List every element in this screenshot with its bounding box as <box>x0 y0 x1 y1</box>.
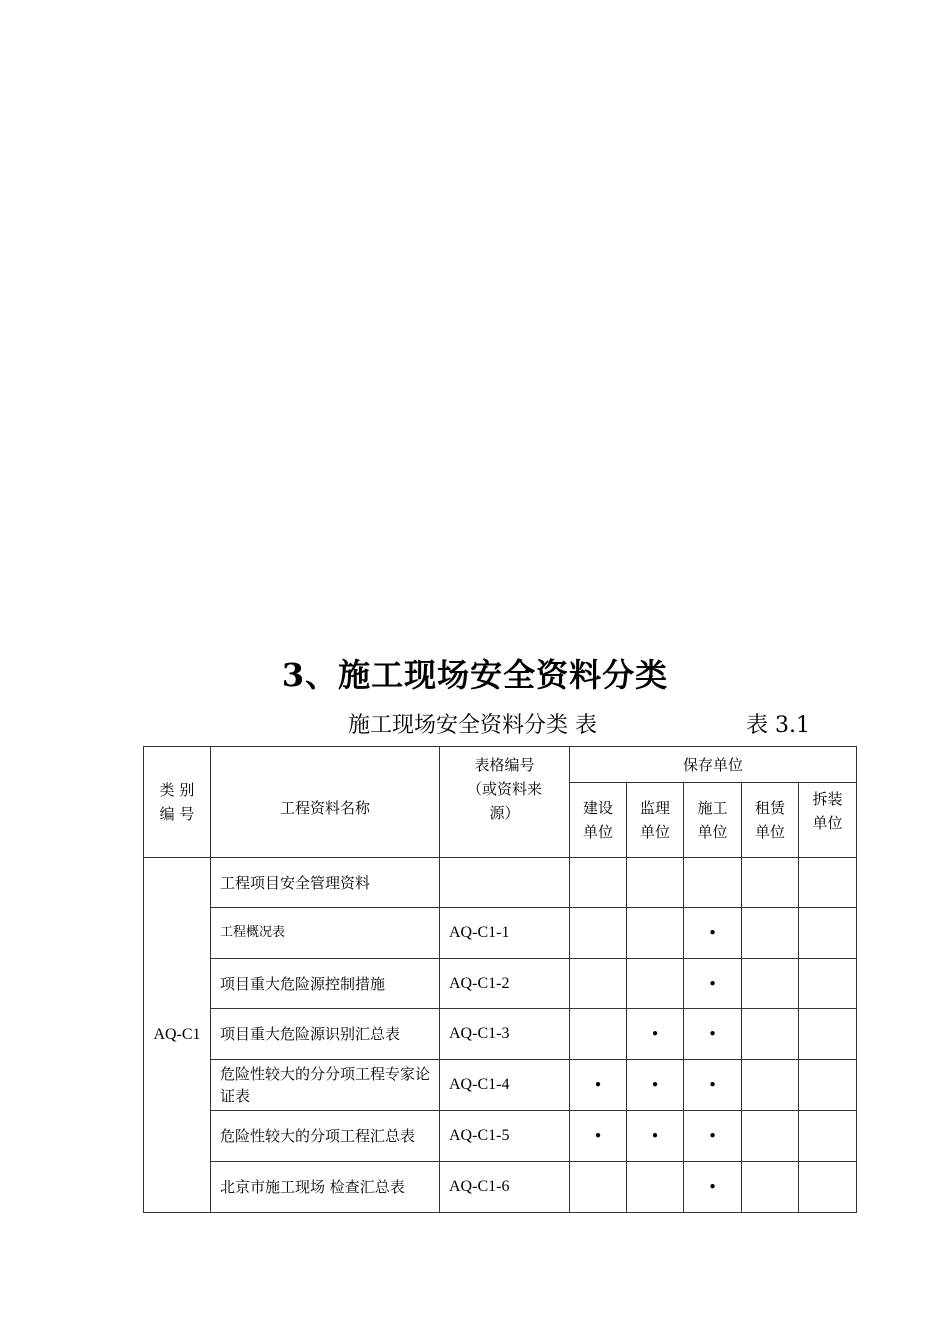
header-custodian-line1: 建设 <box>582 799 613 817</box>
header-custodian-line1: 监理 <box>639 799 670 817</box>
mark-cell <box>627 908 684 959</box>
mark-cell <box>799 858 857 908</box>
item-name: 危险性较大的分分项工程专家论证表 <box>211 1060 440 1111</box>
header-custodian-supervisor <box>627 783 684 858</box>
item-code: AQ-C1-6 <box>440 1162 570 1213</box>
header-form-code-line3: 源） <box>489 804 520 822</box>
mark-cell <box>742 959 799 1009</box>
header-custodian-line2: 单位 <box>697 823 728 841</box>
mark-cell <box>799 1060 857 1111</box>
header-form-code-line1: 表格编号 <box>474 756 535 774</box>
header-custodian-line2: 单位 <box>582 823 613 841</box>
mark-cell: • <box>627 1060 684 1111</box>
safety-document-table <box>143 746 857 1213</box>
header-form-code <box>440 747 570 858</box>
mark-cell <box>684 858 742 908</box>
mark-cell: • <box>570 1111 627 1162</box>
mark-cell <box>799 1162 857 1213</box>
mark-cell <box>799 1009 857 1060</box>
mark-cell: • <box>684 959 742 1009</box>
header-category-code-line1: 类 别 <box>159 781 195 799</box>
item-name: 项目重大危险源识别汇总表 <box>211 1009 440 1060</box>
mark-cell <box>742 1009 799 1060</box>
mark-cell: • <box>684 1162 742 1213</box>
header-custodian-line1: 租赁 <box>754 799 785 817</box>
category-code-cell: AQ-C1 <box>144 858 211 1213</box>
header-custodian-line2: 单位 <box>754 823 785 841</box>
mark-cell <box>799 1111 857 1162</box>
header-custodian-line2: 单位 <box>639 823 670 841</box>
mark-cell <box>570 908 627 959</box>
table-row <box>144 1111 857 1162</box>
mark-cell <box>742 1060 799 1111</box>
table-caption: 施工现场安全资料分类 表 <box>348 713 597 738</box>
table-row <box>144 908 857 959</box>
header-form-code-line2: （或资料来 <box>466 780 542 798</box>
header-custodian-construction-owner <box>570 783 627 858</box>
mark-cell <box>570 858 627 908</box>
table-row <box>144 1009 857 1060</box>
header-category-code-line2: 编 号 <box>159 805 195 823</box>
mark-cell: • <box>684 908 742 959</box>
header-custodian-group: 保存单位 <box>570 747 857 783</box>
header-custodian-line1: 施工 <box>697 799 728 817</box>
mark-cell: • <box>684 1111 742 1162</box>
item-name: 工程项目安全管理资料 <box>211 858 440 908</box>
table-number: 表 3.1 <box>746 713 810 738</box>
mark-cell: • <box>684 1060 742 1111</box>
mark-cell <box>627 1162 684 1213</box>
item-name: 工程概况表 <box>211 908 440 959</box>
mark-cell: • <box>627 1009 684 1060</box>
header-custodian-line2: 单位 <box>812 814 843 832</box>
header-category-code <box>144 747 211 858</box>
table-row <box>144 858 857 908</box>
item-code: AQ-C1-1 <box>440 908 570 959</box>
mark-cell <box>799 908 857 959</box>
header-item-name: 工程资料名称 <box>211 747 440 858</box>
header-custodian-installer <box>799 783 857 858</box>
header-custodian-contractor <box>684 783 742 858</box>
mark-cell <box>627 959 684 1009</box>
item-code: AQ-C1-3 <box>440 1009 570 1060</box>
mark-cell <box>570 959 627 1009</box>
mark-cell <box>799 959 857 1009</box>
item-name: 项目重大危险源控制措施 <box>211 959 440 1009</box>
header-custodian-leasing <box>742 783 799 858</box>
mark-cell: • <box>570 1060 627 1111</box>
item-code: AQ-C1-4 <box>440 1060 570 1111</box>
item-code <box>440 858 570 908</box>
item-code: AQ-C1-2 <box>440 959 570 1009</box>
mark-cell <box>627 858 684 908</box>
mark-cell: • <box>627 1111 684 1162</box>
item-code: AQ-C1-5 <box>440 1111 570 1162</box>
item-name: 危险性较大的分项工程汇总表 <box>211 1111 440 1162</box>
mark-cell: • <box>684 1009 742 1060</box>
header-custodian-line1: 拆装 <box>812 790 843 808</box>
mark-cell <box>742 1162 799 1213</box>
item-name: 北京市施工现场 检查汇总表 <box>211 1162 440 1213</box>
mark-cell <box>570 1009 627 1060</box>
mark-cell <box>742 1111 799 1162</box>
table-row <box>144 1060 857 1111</box>
section-heading: 3、施工现场安全资料分类 <box>281 656 669 694</box>
table-row <box>144 1162 857 1213</box>
table-row <box>144 959 857 1009</box>
mark-cell <box>742 858 799 908</box>
mark-cell <box>742 908 799 959</box>
mark-cell <box>570 1162 627 1213</box>
